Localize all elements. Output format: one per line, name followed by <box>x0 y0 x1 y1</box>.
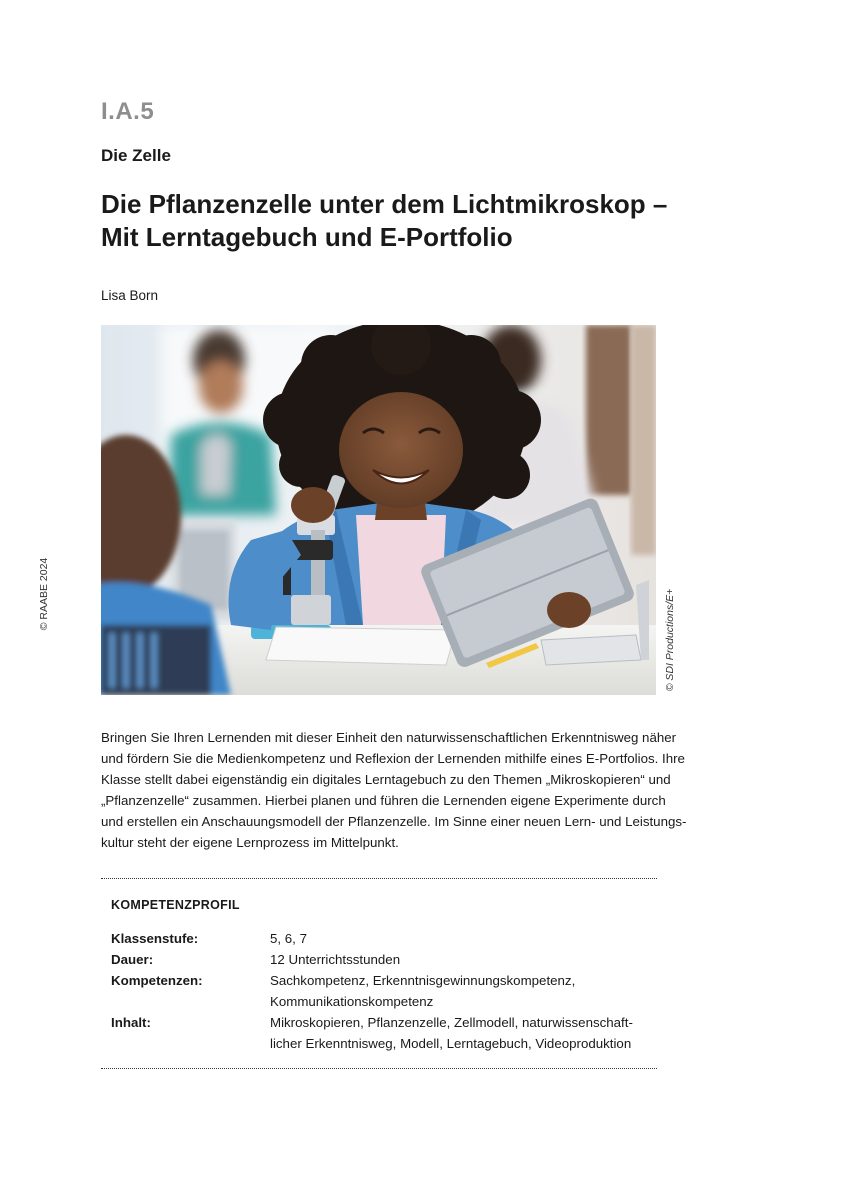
profile-heading: KOMPETENZPROFIL <box>111 898 240 912</box>
profile-value <box>270 949 651 970</box>
divider-top <box>101 878 657 879</box>
profile-value-line: Mikroskopieren, Pflanzenzelle, Zellmodell, naturwissenschaft- <box>270 1015 633 1030</box>
photo-credit: © SDI Productions/E+ <box>664 588 676 692</box>
section-name: Die Zelle <box>101 146 171 165</box>
intro-paragraph <box>101 727 687 853</box>
profile-label: Inhalt: <box>111 1015 151 1030</box>
profile-value-line: 12 Unterrichtsstunden <box>270 952 401 967</box>
page-title <box>101 188 701 254</box>
intro-line: und erstellen ein Anschauungsmodell der Pflanzenzelle. Im Sinne einer neuen Lern- und Leistungs- <box>101 814 687 829</box>
author-name: Lisa Born <box>101 288 159 303</box>
intro-line: und fördern Sie die Medienkompetenz und Reflexion der Lernenden mithilfe eines E-Portfolios. Ihre <box>101 751 685 766</box>
profile-value <box>270 928 651 949</box>
profile-value <box>270 970 651 1012</box>
profile-value-line: Sachkompetenz, Erkenntnisgewinnungskompetenz, <box>270 973 576 988</box>
intro-line: „Pflanzenzelle“ zusammen. Hierbei planen und führen die Lernenden eigene Experimente durch <box>101 793 666 808</box>
profile-value-line: Kommunikationskompetenz <box>270 994 434 1009</box>
competence-profile <box>111 928 651 1054</box>
page-title-line-2: Mit Lerntagebuch und E-Portfolio <box>101 222 513 252</box>
series-code: I.A.5 <box>101 98 155 125</box>
profile-value-line: 5, 6, 7 <box>270 931 307 946</box>
profile-row-competences <box>111 970 651 1012</box>
profile-label: Klassenstufe: <box>111 931 199 946</box>
profile-value-line: licher Erkenntnisweg, Modell, Lerntagebuch, Videoproduktion <box>270 1036 632 1051</box>
page-title-line-1: Die Pflanzenzelle unter dem Lichtmikroskop – <box>101 189 668 219</box>
profile-row-content <box>111 1012 651 1054</box>
copyright-note: © RAABE 2024 <box>38 557 50 631</box>
cover-photo <box>101 325 656 695</box>
divider-bottom <box>101 1068 657 1069</box>
intro-line: Klasse stellt dabei eigenständig ein digitales Lerntagebuch zu den Themen „Mikroskopieren“ und <box>101 772 671 787</box>
profile-label: Kompetenzen: <box>111 973 203 988</box>
intro-line: Bringen Sie Ihren Lernenden mit dieser Einheit den naturwissenschaftlichen Erkenntnisweg näher <box>101 730 677 745</box>
profile-row-grade <box>111 928 651 949</box>
profile-label: Dauer: <box>111 952 154 967</box>
profile-value <box>270 1012 651 1054</box>
profile-row-duration <box>111 949 651 970</box>
intro-line: kultur steht der eigene Lernprozess im Mittelpunkt. <box>101 835 399 850</box>
